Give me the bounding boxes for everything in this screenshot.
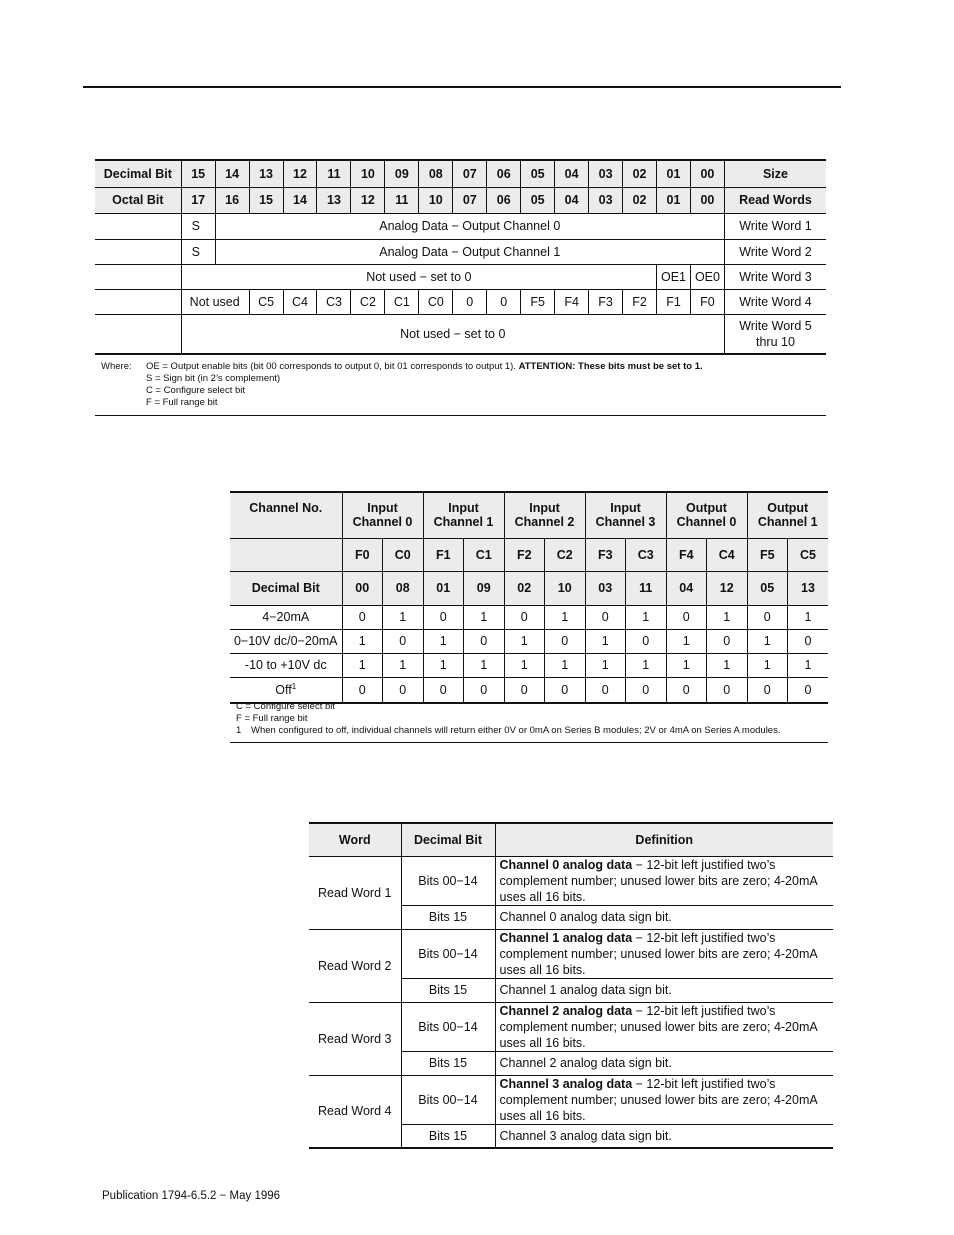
value-cell: 1 <box>747 653 788 677</box>
header-cell: Word <box>309 823 401 856</box>
decimal-bit-cell: 04 <box>666 571 707 605</box>
header-cell: 06 <box>487 187 521 213</box>
definition-cell: Channel 1 analog data sign bit. <box>495 978 833 1002</box>
header-cell: 07 <box>453 160 487 187</box>
analog-data-cell: Analog Data − Output Channel 1 <box>215 239 724 264</box>
value-cell: 0 <box>747 605 788 629</box>
bits-cell: Bits 15 <box>401 905 495 929</box>
definition-cell: Channel 0 analog data − 12-bit left justified two’s complement number; unused lower bits are zero; 4-20mA uses all 16 bits. <box>495 856 833 905</box>
oe1-bit-cell: OE1 <box>657 264 691 289</box>
bit-name-cell: F1 <box>423 538 464 571</box>
range-row-10v-bipolar <box>230 653 828 677</box>
range-label: 4−20mA <box>230 605 342 629</box>
header-cell: 12 <box>283 160 317 187</box>
bit-cell: 0 <box>487 289 521 314</box>
word-cell: Read Word 4 <box>309 1075 401 1148</box>
channel-header-cell: Input Channel 2 <box>504 492 585 538</box>
size-cell: Write Word 2 <box>724 239 826 264</box>
value-cell: 0 <box>626 677 667 703</box>
bit-name-cell: C5 <box>788 538 829 571</box>
header-cell: Decimal Bit <box>401 823 495 856</box>
word-cell: Read Word 2 <box>309 929 401 1002</box>
bits-cell: Bits 00−14 <box>401 856 495 905</box>
header-cell: 12 <box>351 187 385 213</box>
header-cell: 04 <box>555 187 589 213</box>
channel-header-cell: Output Channel 0 <box>666 492 747 538</box>
blank-cell <box>95 213 181 239</box>
value-cell: 0 <box>423 677 464 703</box>
bits-cell: Bits 15 <box>401 1051 495 1075</box>
value-cell: 1 <box>545 653 586 677</box>
value-cell: 1 <box>707 653 748 677</box>
size-cell: Write Word 4 <box>724 289 826 314</box>
bit-name-cell: F4 <box>666 538 707 571</box>
bit-name-cell: F2 <box>504 538 545 571</box>
footnote-mark: 1 <box>291 682 297 692</box>
header-cell: Octal Bit <box>95 187 181 213</box>
note-oe: OE = Output enable bits (bit 00 corresponds to output 0, bit 01 corresponds to output 1). ATTENTION: These bits must be set to 1. <box>146 361 703 372</box>
octal-bit-header-row <box>95 187 826 213</box>
value-cell: 1 <box>747 629 788 653</box>
table-row <box>309 1075 833 1124</box>
range-table-notes <box>230 701 828 743</box>
decimal-bit-cell: 12 <box>707 571 748 605</box>
size-cell: Write Word 3 <box>724 264 826 289</box>
header-cell: 07 <box>453 187 487 213</box>
header-cell: Size <box>724 160 826 187</box>
bit-name-cell: C3 <box>626 538 667 571</box>
note-c: C = Configure select bit <box>146 385 246 396</box>
value-cell: 1 <box>666 653 707 677</box>
publication-footer: Publication 1794-6.5.2 − May 1996 <box>102 1190 281 1202</box>
bit-name-cell: C4 <box>707 538 748 571</box>
header-cell: 09 <box>385 160 419 187</box>
value-cell: 0 <box>504 677 545 703</box>
channel-header-cell: Channel No. <box>230 492 342 538</box>
bit-cell: F5 <box>521 289 555 314</box>
top-rule <box>83 86 841 88</box>
value-cell: 0 <box>464 677 505 703</box>
header-cell: 10 <box>351 160 385 187</box>
value-cell: 1 <box>626 605 667 629</box>
value-cell: 1 <box>423 629 464 653</box>
value-cell: 0 <box>626 629 667 653</box>
blank-cell <box>230 538 342 571</box>
not-used-cell: Not used − set to 0 <box>181 314 724 354</box>
header-cell: Decimal Bit <box>95 160 181 187</box>
bit-cell: C3 <box>317 289 351 314</box>
header-cell: 03 <box>589 187 623 213</box>
write-word-4-row <box>95 289 826 314</box>
bits-cell: Bits 00−14 <box>401 1075 495 1124</box>
header-cell: 13 <box>249 160 283 187</box>
range-row-off <box>230 677 828 703</box>
value-cell: 0 <box>585 677 626 703</box>
value-cell: 0 <box>666 677 707 703</box>
header-cell: 17 <box>181 187 215 213</box>
decimal-bit-cell: 08 <box>383 571 424 605</box>
bits-cell: Bits 15 <box>401 978 495 1002</box>
header-cell: 05 <box>521 160 555 187</box>
note-f: F = Full range bit <box>236 713 308 724</box>
write-word-5-row <box>95 314 826 354</box>
value-cell: 1 <box>585 629 626 653</box>
note-c: C = Configure select bit <box>236 701 336 712</box>
value-cell: 1 <box>342 629 383 653</box>
value-cell: 0 <box>666 605 707 629</box>
range-row-0-10v <box>230 629 828 653</box>
size-line: Write Word 5 <box>739 318 812 333</box>
table-row <box>309 929 833 978</box>
decimal-bit-cell: 05 <box>747 571 788 605</box>
blank-cell <box>95 264 181 289</box>
definition-cell: Channel 3 analog data − 12-bit left justified two’s complement number; unused lower bits are zero; 4-20mA uses all 16 bits. <box>495 1075 833 1124</box>
value-cell: 1 <box>423 653 464 677</box>
attention-text: ATTENTION: These bits must be set to 1. <box>518 361 703 372</box>
header-cell: 04 <box>555 160 589 187</box>
header-cell: 06 <box>487 160 521 187</box>
channel-header-cell: Input Channel 3 <box>585 492 666 538</box>
bit-cell: 0 <box>453 289 487 314</box>
value-cell: 1 <box>464 653 505 677</box>
header-cell: 02 <box>623 187 657 213</box>
bit-cell: F2 <box>623 289 657 314</box>
bit-name-cell: F3 <box>585 538 626 571</box>
blank-cell <box>95 289 181 314</box>
header-cell: 00 <box>690 187 724 213</box>
value-cell: 1 <box>666 629 707 653</box>
decimal-bit-cell: 09 <box>464 571 505 605</box>
bit-name-cell: C1 <box>464 538 505 571</box>
note-f: F = Full range bit <box>146 397 218 408</box>
value-cell: 0 <box>464 629 505 653</box>
value-cell: 0 <box>545 629 586 653</box>
range-label: -10 to +10V dc <box>230 653 342 677</box>
decimal-bit-cell: 11 <box>626 571 667 605</box>
header-cell: 02 <box>623 160 657 187</box>
header-cell: 14 <box>215 160 249 187</box>
value-cell: 1 <box>707 605 748 629</box>
value-cell: 1 <box>504 629 545 653</box>
value-cell: 0 <box>788 629 829 653</box>
bit-name-cell: C0 <box>383 538 424 571</box>
oe0-bit-cell: OE0 <box>690 264 724 289</box>
header-cell: 01 <box>657 187 691 213</box>
value-cell: 1 <box>342 653 383 677</box>
value-cell: 0 <box>545 677 586 703</box>
header-cell: Read Words <box>724 187 826 213</box>
write-word-1-row <box>95 213 826 239</box>
value-cell: 0 <box>342 677 383 703</box>
write-word-3-row <box>95 264 826 289</box>
value-cell: 0 <box>585 605 626 629</box>
value-cell: 0 <box>788 677 829 703</box>
definition-cell: Channel 2 analog data sign bit. <box>495 1051 833 1075</box>
bit-cell: C2 <box>351 289 385 314</box>
size-line: thru 10 <box>756 334 795 349</box>
header-cell: 05 <box>521 187 555 213</box>
value-cell: 1 <box>464 605 505 629</box>
value-cell: 0 <box>707 629 748 653</box>
channel-header-cell: Input Channel 1 <box>423 492 504 538</box>
header-cell: 15 <box>249 187 283 213</box>
definition-cell: Channel 1 analog data − 12-bit left justified two’s complement number; unused lower bits are zero; 4-20mA uses all 16 bits. <box>495 929 833 978</box>
value-cell: 1 <box>788 653 829 677</box>
bit-cell: C5 <box>249 289 283 314</box>
bits-cell: Bits 00−14 <box>401 1002 495 1051</box>
where-label: Where: <box>101 361 132 372</box>
value-cell: 1 <box>545 605 586 629</box>
word-table-header-row <box>309 823 833 856</box>
size-cell <box>724 314 826 354</box>
value-cell: 1 <box>383 605 424 629</box>
table-row <box>309 1002 833 1051</box>
definition-cell: Channel 0 analog data sign bit. <box>495 905 833 929</box>
bit-cell: F3 <box>589 289 623 314</box>
bits-cell: Bits 00−14 <box>401 929 495 978</box>
blank-cell <box>95 239 181 264</box>
header-cell: 15 <box>181 160 215 187</box>
header-cell: 00 <box>690 160 724 187</box>
range-selection-table <box>230 491 828 704</box>
bit-map-table <box>95 159 826 355</box>
decimal-bit-label: Decimal Bit <box>230 571 342 605</box>
decimal-bit-cell: 01 <box>423 571 464 605</box>
decimal-bit-cell: 10 <box>545 571 586 605</box>
analog-data-cell: Analog Data − Output Channel 0 <box>215 213 724 239</box>
decimal-bit-row <box>230 571 828 605</box>
decimal-bit-cell: 00 <box>342 571 383 605</box>
word-cell: Read Word 3 <box>309 1002 401 1075</box>
bit-cell: C1 <box>385 289 419 314</box>
table-row <box>309 856 833 905</box>
range-label: Off$^1$ <box>230 677 342 703</box>
value-cell: 0 <box>707 677 748 703</box>
value-cell: 1 <box>626 653 667 677</box>
bit-name-cell: C2 <box>545 538 586 571</box>
header-cell: 03 <box>589 160 623 187</box>
value-cell: 1 <box>788 605 829 629</box>
header-cell: 13 <box>317 187 351 213</box>
value-cell: 0 <box>383 677 424 703</box>
bit-cell: F4 <box>555 289 589 314</box>
size-cell: Write Word 1 <box>724 213 826 239</box>
not-used-cell: Not used − set to 0 <box>181 264 656 289</box>
header-cell: 11 <box>317 160 351 187</box>
bit-cell: F0 <box>690 289 724 314</box>
channel-header-row <box>230 492 828 538</box>
value-cell: 0 <box>504 605 545 629</box>
header-cell: 11 <box>385 187 419 213</box>
channel-header-cell: Input Channel 0 <box>342 492 423 538</box>
decimal-bit-cell: 13 <box>788 571 829 605</box>
sign-bit-cell: S <box>181 239 215 264</box>
header-cell: 01 <box>657 160 691 187</box>
bits-cell: Bits 15 <box>401 1124 495 1148</box>
range-row-4-20ma <box>230 605 828 629</box>
bit-cell: C4 <box>283 289 317 314</box>
decimal-bit-header-row <box>95 160 826 187</box>
note-s: S = Sign bit (in 2’s complement) <box>146 373 281 384</box>
value-cell: 1 <box>383 653 424 677</box>
bit-name-cell: F5 <box>747 538 788 571</box>
value-cell: 0 <box>383 629 424 653</box>
bit-cell: F1 <box>657 289 691 314</box>
header-cell: 08 <box>419 160 453 187</box>
definition-cell: Channel 2 analog data − 12-bit left justified two’s complement number; unused lower bits are zero; 4-20mA uses all 16 bits. <box>495 1002 833 1051</box>
word-definition-table <box>309 822 833 1149</box>
bit-map-notes <box>95 361 826 416</box>
footnote: 1 When configured to off, individual channels will return either 0V or 0mA on Series B modules; 2V or 4mA on Series A modules. <box>236 725 781 736</box>
value-cell: 1 <box>585 653 626 677</box>
value-cell: 0 <box>342 605 383 629</box>
value-cell: 0 <box>423 605 464 629</box>
blank-cell <box>95 314 181 354</box>
header-cell: 16 <box>215 187 249 213</box>
sign-bit-cell: S <box>181 213 215 239</box>
header-cell: Definition <box>495 823 833 856</box>
decimal-bit-cell: 03 <box>585 571 626 605</box>
range-label: 0−10V dc/0−20mA <box>230 629 342 653</box>
bit-cell: C0 <box>419 289 453 314</box>
header-cell: 10 <box>419 187 453 213</box>
value-cell: 1 <box>504 653 545 677</box>
bit-name-cell: F0 <box>342 538 383 571</box>
write-word-2-row <box>95 239 826 264</box>
header-cell: 14 <box>283 187 317 213</box>
channel-header-cell: Output Channel 1 <box>747 492 828 538</box>
word-cell: Read Word 1 <box>309 856 401 929</box>
bit-name-row <box>230 538 828 571</box>
not-used-cell: Not used <box>181 289 249 314</box>
value-cell: 0 <box>747 677 788 703</box>
definition-cell: Channel 3 analog data sign bit. <box>495 1124 833 1148</box>
decimal-bit-cell: 02 <box>504 571 545 605</box>
